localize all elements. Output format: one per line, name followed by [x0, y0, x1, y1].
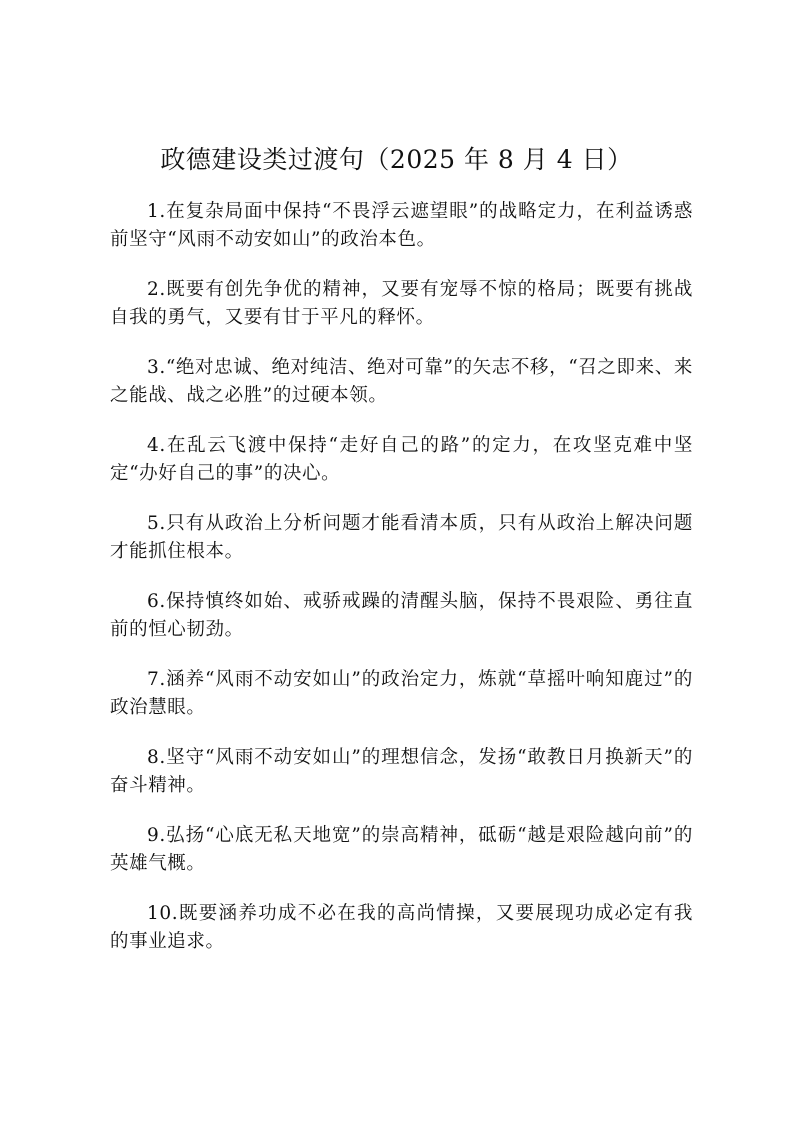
list-item: 10.既要涵养功成不必在我的高尚情操，又要展现功成必定有我的事业追求。 [110, 903, 693, 952]
list-item: 8.坚守“风雨不动安如山”的理想信念，发扬“敢教日月换新天”的奋斗精神。 [110, 747, 693, 796]
list-item: 7.涵养“风雨不动安如山”的政治定力，炼就“草摇叶响知鹿过”的政治慧眼。 [110, 669, 693, 718]
list-item: 3.“绝对忠诚、绝对纯洁、绝对可靠”的矢志不移，“召之即来、来之能战、战之必胜”的过硬本领。 [110, 357, 693, 406]
sentence-list [110, 198, 693, 978]
document-title: 政德建设类过渡句（2025 年 8 月 4 日） [160, 145, 633, 174]
list-item: 5.只有从政治上分析问题才能看清本质，只有从政治上解决问题才能抓住根本。 [110, 513, 693, 562]
list-item: 2.既要有创先争优的精神，又要有宠辱不惊的格局；既要有挑战自我的勇气，又要有甘于平凡的释怀。 [110, 279, 693, 328]
list-item: 6.保持慎终如始、戒骄戒躁的清醒头脑，保持不畏艰险、勇往直前的恒心韧劲。 [110, 591, 693, 640]
list-item: 4.在乱云飞渡中保持“走好自己的路”的定力，在攻坚克难中坚定“办好自己的事”的决心。 [110, 435, 693, 484]
list-item: 1.在复杂局面中保持“不畏浮云遮望眼”的战略定力，在利益诱惑前坚守“风雨不动安如山”的政治本色。 [110, 201, 693, 250]
list-item: 9.弘扬“心底无私天地宽”的崇高精神，砥砺“越是艰险越向前”的英雄气概。 [110, 825, 693, 874]
